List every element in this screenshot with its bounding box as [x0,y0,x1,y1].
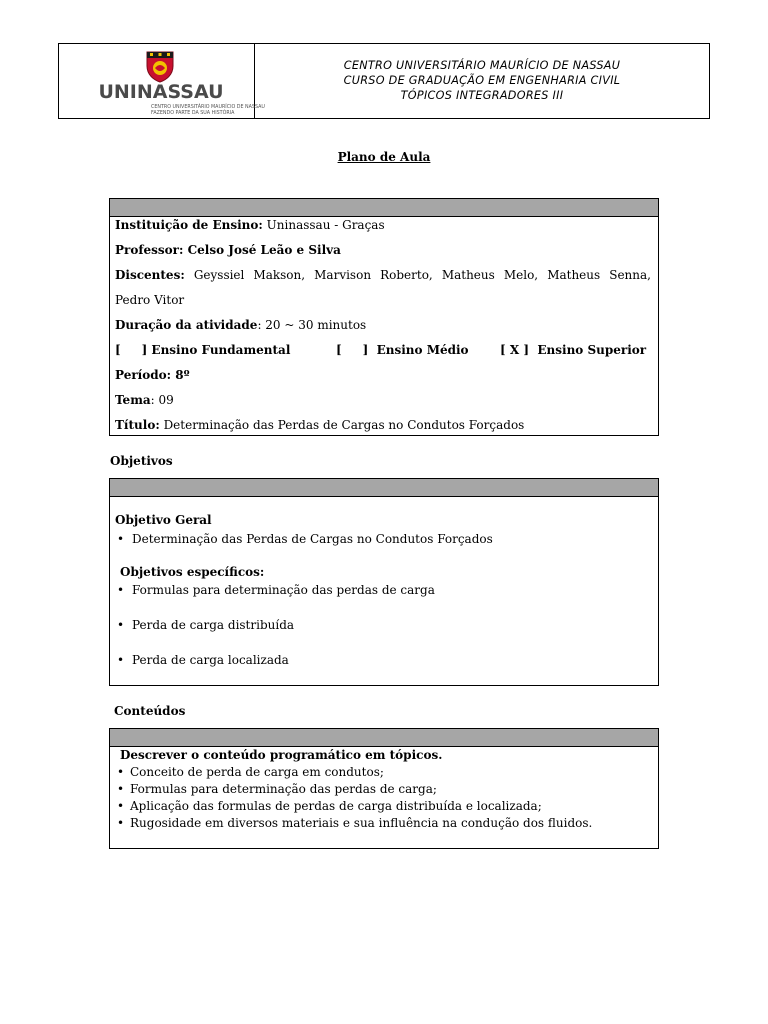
bullet-icon: • [117,653,125,667]
student-word: Matheus [547,268,601,282]
list-item [117,532,493,546]
logo-subline: CENTRO UNIVERSITÁRIO MAURÍCIO DE NASSAU [151,105,265,110]
discipline-name: TÓPICOS INTEGRADORES III [400,89,564,102]
list-item [117,618,294,632]
table-header-bar [110,479,658,497]
specific-objectives-label: Objetivos específicos: [120,565,265,579]
theme-row [115,393,174,407]
duration-label: Duração da atividade [115,318,258,332]
level-superior: [ X ] Ensino Superior [500,343,647,357]
shield-logo-icon [145,50,175,83]
student-word: Roberto, [380,268,433,282]
list-item-text: Formulas para determinação das perdas de carga [132,583,435,597]
bullet-icon: • [117,765,125,779]
course-name: CURSO DE GRADUAÇÃO EM ENGENHARIA CIVIL [343,74,621,87]
list-item [117,782,437,796]
title-label: Título: [115,418,160,432]
level-fundamental: [ ] Ensino Fundamental [115,343,291,357]
institution-name: CENTRO UNIVERSITÁRIO MAURÍCIO DE NASSAU [343,59,621,72]
institution-lines [255,58,709,103]
logo-wordmark: UNINASSAU [98,81,224,103]
list-item [117,765,384,779]
table-header-bar [110,729,658,747]
list-item-text: Rugosidade em diversos materiais e sua influência na condução dos fluidos. [130,816,593,830]
list-item-text: Perda de carga localizada [132,653,289,667]
list-item-text: Conceito de perda de carga em condutos; [130,765,384,779]
contents-heading: Conteúdos [114,704,186,718]
list-item-text: Aplicação das formulas de perdas de carga distribuída e localizada; [130,799,542,813]
students-label: Discentes: [115,268,185,282]
students-continuation: Pedro Vitor [115,293,185,307]
list-item [117,816,592,830]
level-medio: [ ] Ensino Médio [336,343,469,357]
bullet-icon: • [117,799,125,813]
student-word: Geyssiel [193,268,245,282]
bullet-icon: • [117,583,125,597]
bullet-icon: • [117,816,125,830]
students-row [115,268,651,282]
institution-row [115,218,385,232]
document-header [58,43,710,119]
period-row: Período: 8º [115,368,190,382]
list-item [117,583,435,597]
info-table [109,198,659,436]
bullet-icon: • [117,618,125,632]
professor-value: Celso José Leão e Silva [183,243,341,257]
professor-row [115,243,341,257]
bullet-icon: • [117,532,125,546]
list-item-text: Determinação das Perdas de Cargas no Condutos Forçados [132,532,493,546]
theme-label: Tema [115,393,151,407]
institution-label: Instituição de Ensino: [115,218,263,232]
student-word: Senna, [609,268,651,282]
bullet-icon: • [117,782,125,796]
professor-label: Professor: [115,243,184,257]
student-word: Makson, [253,268,306,282]
student-word: Matheus [441,268,495,282]
list-item-text: Formulas para determinação das perdas de carga; [130,782,437,796]
institution-value: Uninassau - Graças [262,218,385,232]
title-value: Determinação das Perdas de Cargas no Condutos Forçados [159,418,525,432]
duration-value: : 20 ~ 30 minutos [257,318,367,332]
logo-cell [59,44,265,118]
theme-value: : 09 [150,393,174,407]
student-word: Marvison [314,268,372,282]
duration-row [115,318,366,332]
general-objective-label: Objetivo Geral [115,513,212,527]
page-title: Plano de Aula [337,150,431,164]
student-word: Melo, [503,268,539,282]
list-item [117,799,542,813]
table-header-bar [110,199,658,217]
list-item-text: Perda de carga distribuída [132,618,295,632]
logo-subline: FAZENDO PARTE DA SUA HISTÓRIA [151,111,235,116]
title-row [115,418,524,432]
objectives-heading: Objetivos [110,454,173,468]
contents-intro: Descrever o conteúdo programático em tópicos. [120,748,443,762]
list-item [117,653,289,667]
